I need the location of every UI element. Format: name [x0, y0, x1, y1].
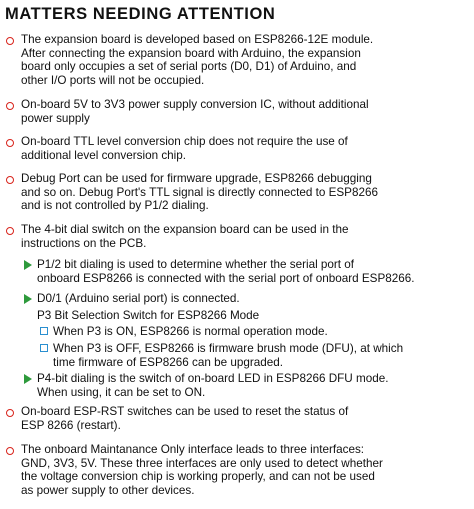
list-item: The onboard Maintanance Only interface leads to three interfaces: GND, 3V3, 5V. These three interfaces are only used to detect whether the voltage conversion chip is working properly, and can not be used as power supply to other devices.	[21, 443, 383, 497]
green-triangle-bullet-icon	[24, 374, 32, 384]
list-item: On-board TTL level conversion chip does not require the use of additional level conversion chip.	[21, 135, 348, 162]
green-triangle-bullet-icon	[24, 294, 32, 304]
red-circle-bullet-icon	[6, 409, 14, 417]
list-item: D0/1 (Arduino serial port) is connected.	[37, 292, 240, 305]
list-item: The expansion board is developed based on ESP8266-12E module. After connecting the expansion board with Arduino, the expansion board only occupies a set of serial ports (D0, D1) of Arduino, and other I/O ports will not be occupied.	[21, 33, 374, 87]
red-circle-bullet-icon	[6, 176, 14, 184]
list-item: When P3 is ON, ESP8266 is normal operation mode.	[53, 325, 328, 338]
list-item: The 4-bit dial switch on the expansion board can be used in the instructions on the PCB.	[21, 223, 349, 250]
list-item: P1/2 bit dialing is used to determine whether the serial port of onboard ESP8266 is connected with the serial port of onboard ESP8266.	[37, 258, 415, 285]
blue-square-bullet-icon	[40, 344, 48, 352]
list-item: P4-bit dialing is the switch of on-board LED in ESP8266 DFU mode. When using, it can be set to ON.	[37, 372, 389, 399]
list-item: P3 Bit Selection Switch for ESP8266 Mode	[37, 309, 260, 322]
list-item: On-board 5V to 3V3 power supply conversion IC, without additional power supply	[21, 98, 369, 125]
red-circle-bullet-icon	[6, 102, 14, 110]
list-item: On-board ESP-RST switches can be used to reset the status of ESP 8266 (restart).	[21, 405, 349, 432]
red-circle-bullet-icon	[6, 227, 14, 235]
blue-square-bullet-icon	[40, 327, 48, 335]
red-circle-bullet-icon	[6, 37, 14, 45]
page-title: MATTERS NEEDING ATTENTION	[5, 5, 276, 23]
green-triangle-bullet-icon	[24, 260, 32, 270]
list-item: Debug Port can be used for firmware upgrade, ESP8266 debugging and so on. Debug Port's TTL signal is directly connected to ESP8266 and is not controlled by P1/2 dialing.	[21, 172, 378, 213]
red-circle-bullet-icon	[6, 139, 14, 147]
list-item: When P3 is OFF, ESP8266 is firmware brush mode (DFU), at which time firmware of ESP8266 can be upgraded.	[53, 342, 404, 369]
red-circle-bullet-icon	[6, 447, 14, 455]
